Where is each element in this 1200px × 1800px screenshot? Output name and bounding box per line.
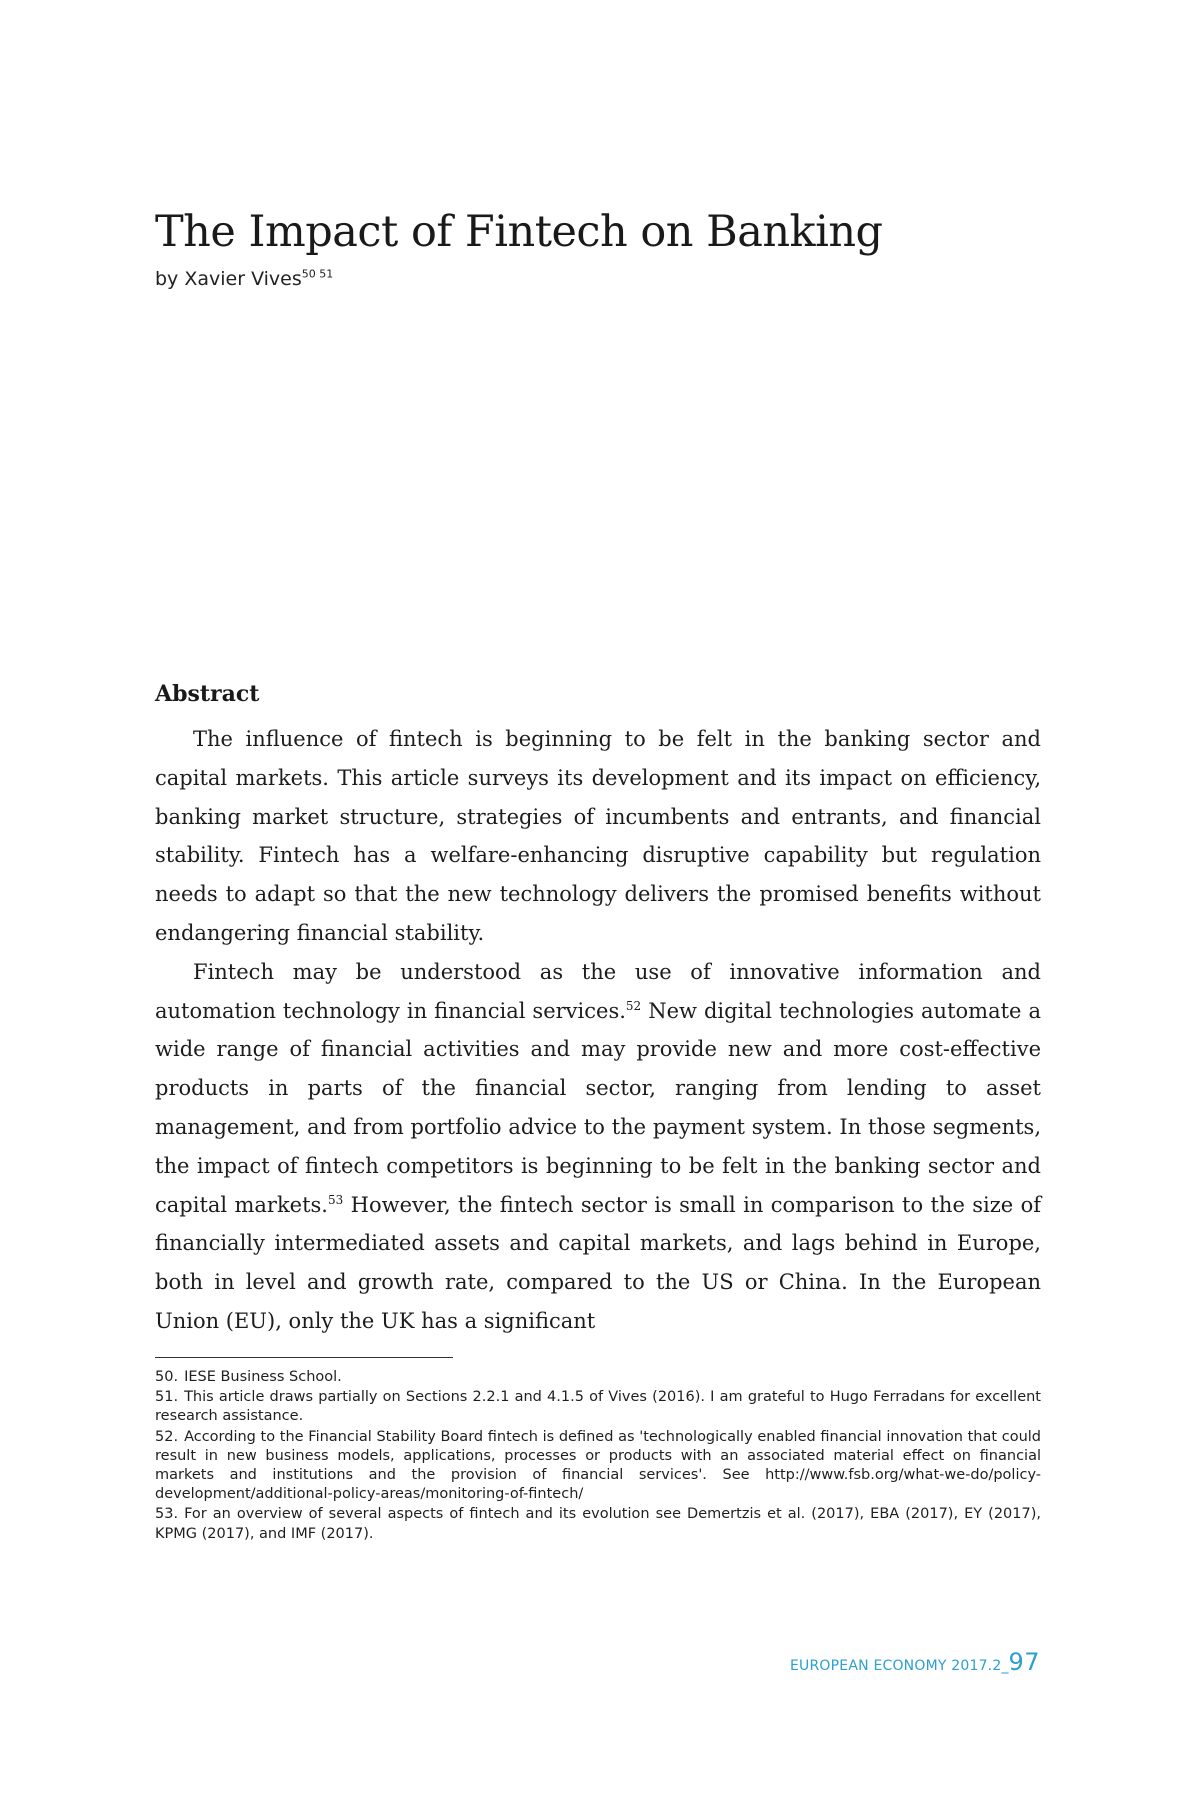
footnote-text: For an overview of several aspects of fintech and its evolution see Demertzis et al. (2017), EBA (2017), EY (2017), KPMG (2017), and IMF (2017). [155,1506,1041,1542]
footnote-51 [155,1388,1041,1426]
author-footnote-refs: 50 51 [301,267,334,281]
paragraph-2-text-c: However, the fintech sector is small in comparison to the size of financially intermediated assets and capital markets, and lags behind in Europe, both in level and growth rate, compared to the US or China. In the European Union (EU), only the UK has a significant [155,1192,1041,1333]
footnote-number: 53. [155,1506,179,1523]
journal-name: EUROPEAN ECONOMY 2017.2 [790,1658,1002,1674]
footnotes [155,1368,1041,1545]
footer-separator: _ [1001,1658,1009,1674]
footnote-ref-53[interactable]: 53 [328,1192,344,1207]
abstract-body [155,720,1041,1341]
page-footer [790,1648,1040,1676]
paragraph-2-text-b: New digital technologies automate a wide range of financial activities and may provide new and more cost-effective products in parts of the financial sector, ranging from lending to asset management, and from portfolio advice to the payment system. In those segments, the impact of fintech competitors is beginning to be felt in the banking sector and capital markets. [155,998,1041,1217]
footnote-text: According to the Financial Stability Board fintech is defined as 'technologically enabled financial innovation that could result in new business models, applications, processes or products with an associated material effect on financial markets and institutions and the provision of financial services'. See http://www.fsb.org/what-we-do/policy-development/additional-policy-areas/monitoring-of-fintech/ [155,1428,1041,1503]
footnote-53 [155,1505,1041,1543]
article-title: The Impact of Fintech on Banking [155,207,883,257]
footnote-text: IESE Business School. [184,1369,342,1385]
abstract-heading: Abstract [155,681,260,707]
page-number: 97 [1008,1648,1040,1676]
footnote-50 [155,1368,1041,1387]
footnote-number: 51. [155,1389,179,1406]
footnote-divider [155,1357,453,1358]
author-byline [155,268,333,290]
paragraph-2-text-a: Fintech may be understood as the use of innovative information and automation technology in financial services. [155,959,1041,1023]
abstract-paragraph-1: The influence of fintech is beginning to be felt in the banking sector and capital markets. This article surveys its development and its impact on efficiency, banking market structure, strategies of incumbents and entrants, and financial stability. Fintech has a welfare-enhancing disruptive capability but regulation needs to adapt so that the new technology delivers the promised benefits without endangering financial stability. [155,727,1041,945]
footnote-number: 52. [155,1428,179,1445]
footnote-ref-52[interactable]: 52 [625,998,642,1013]
author-name: by Xavier Vives [155,268,302,290]
footnote-number: 50. [155,1369,179,1385]
footnote-52 [155,1428,1041,1505]
footnote-text: This article draws partially on Sections 2.2.1 and 4.1.5 of Vives (2016). I am grateful to Hugo Ferradans for excellent research assistance. [155,1389,1041,1425]
abstract-paragraph-2 [155,953,1041,1341]
